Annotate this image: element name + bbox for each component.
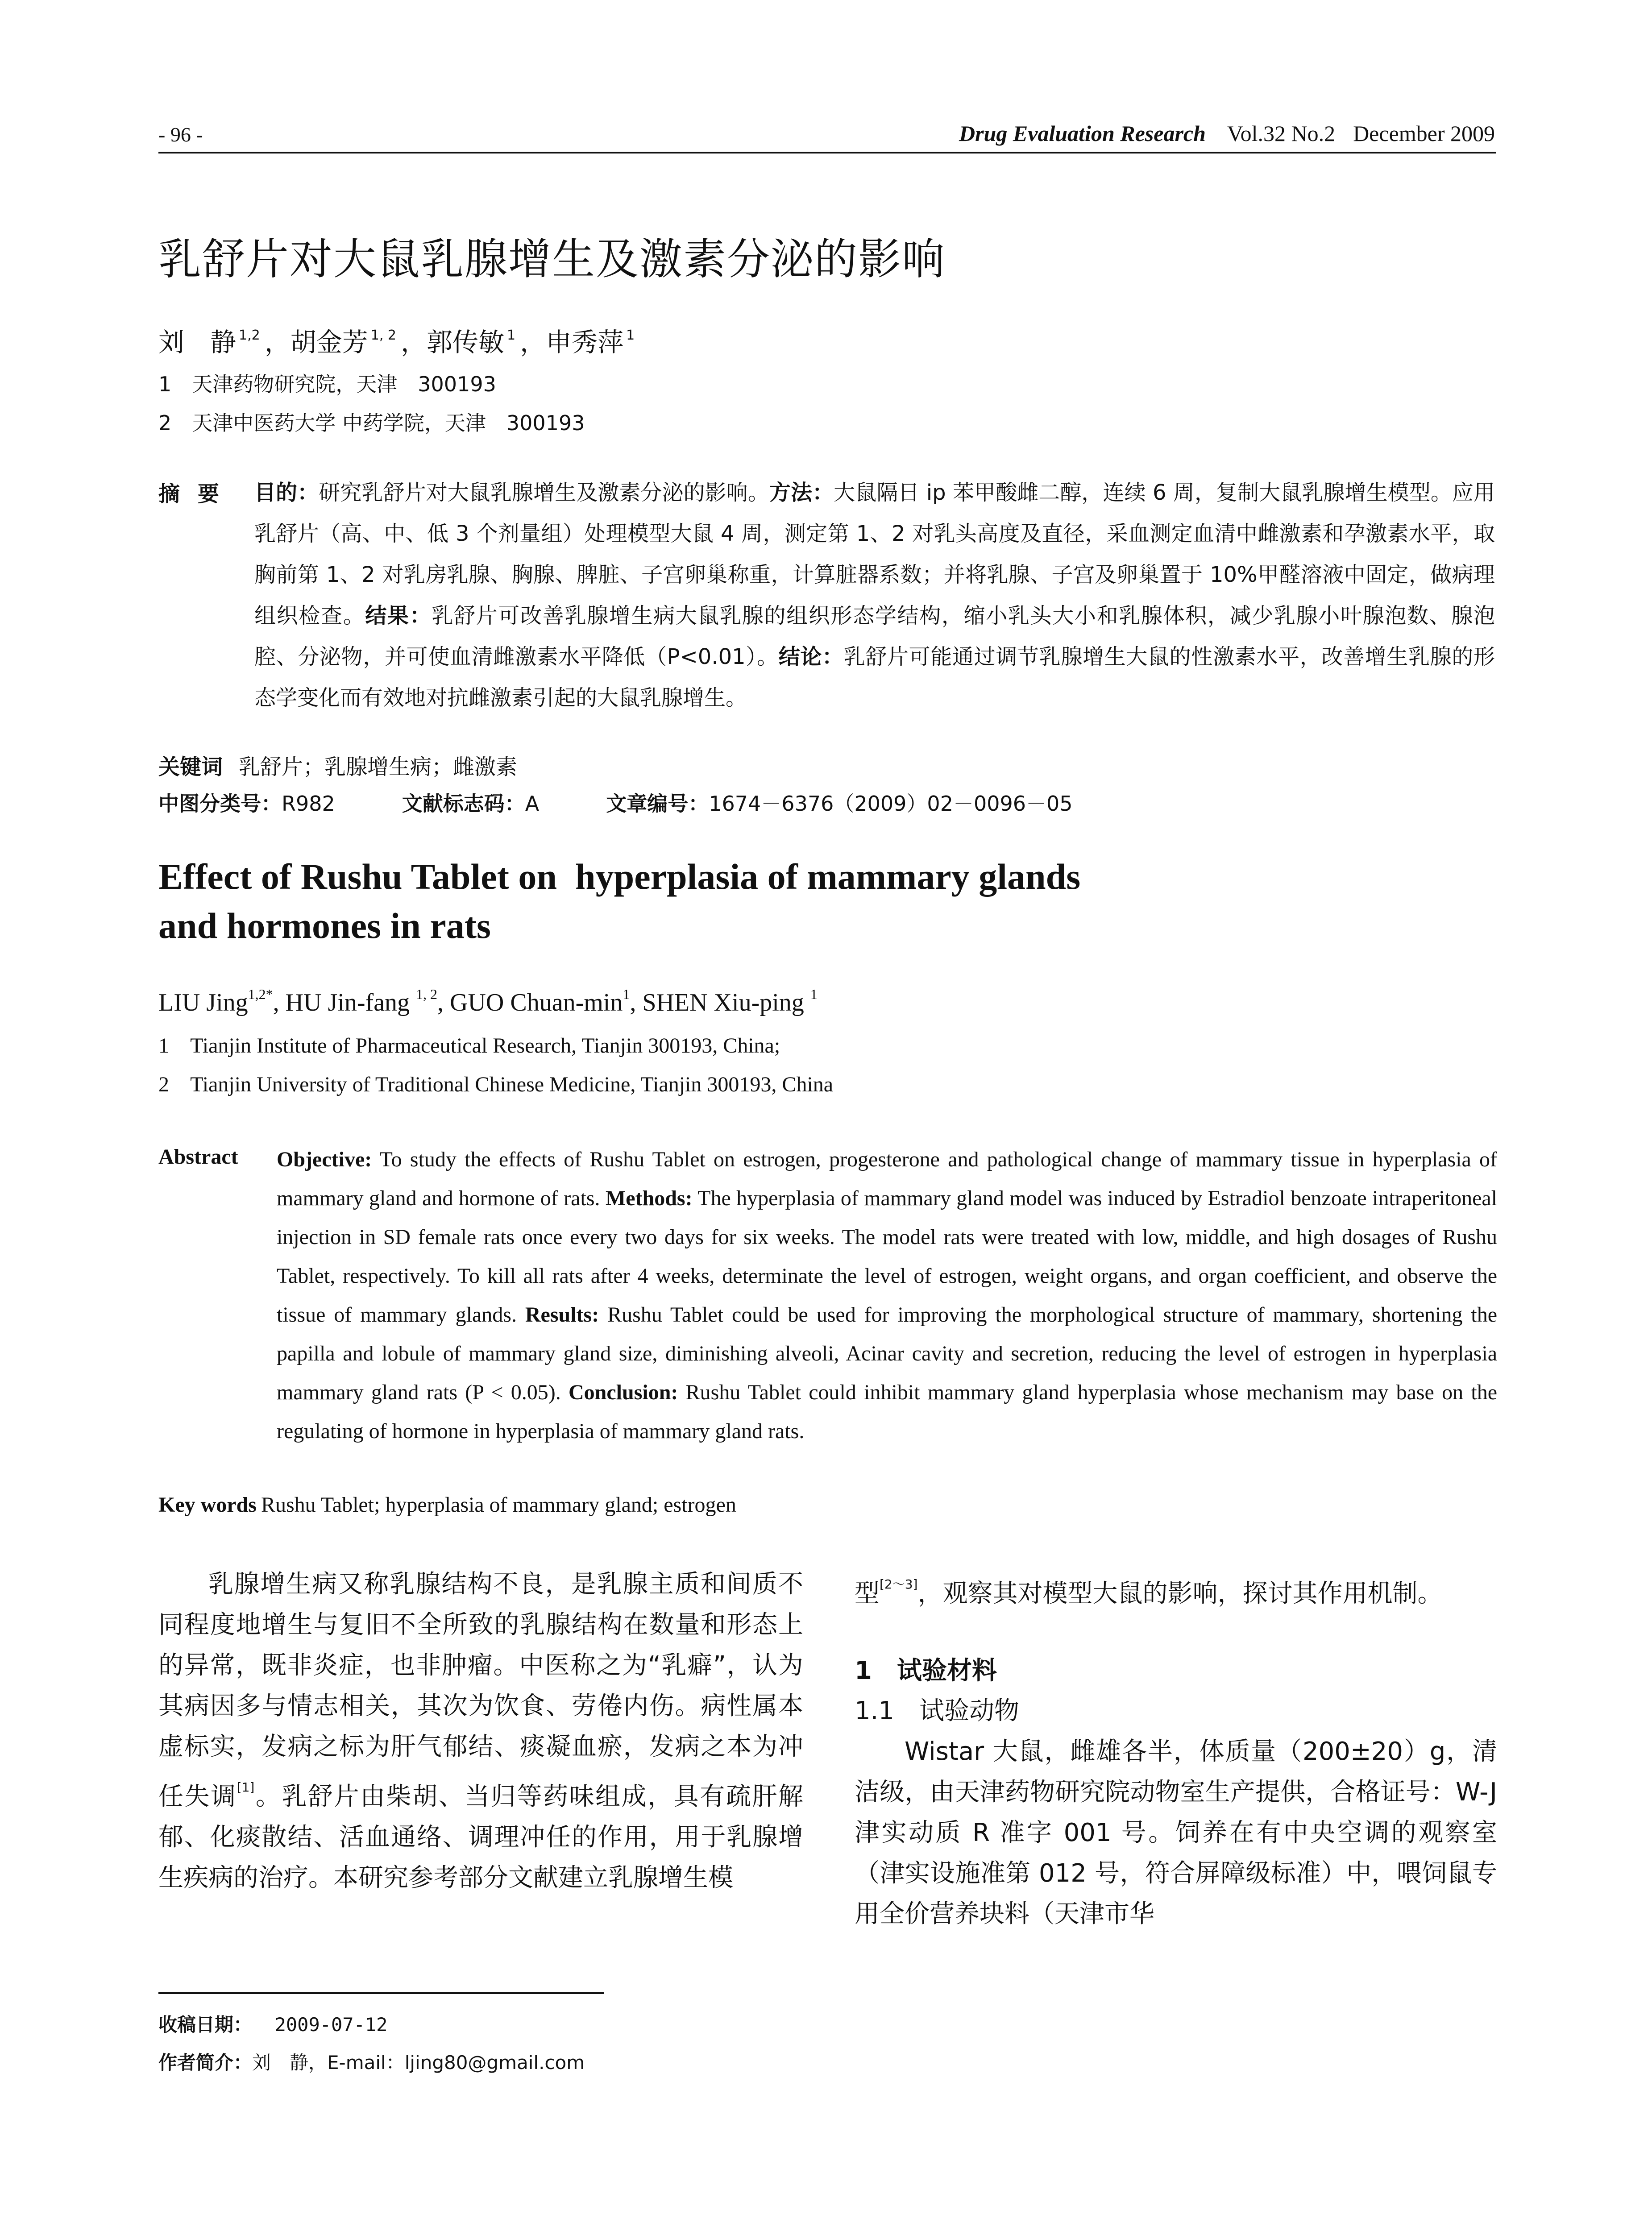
keywords-text: Rushu Tablet; hyperplasia of mammary gland; estrogen	[261, 1493, 736, 1517]
author-separator: ,	[273, 989, 286, 1016]
english-affiliation-2: 2 Tianjin University of Traditional Chinese Medicine, Tianjin 300193, China	[158, 1073, 834, 1096]
classification-line	[158, 788, 1073, 817]
received-label: 收稿日期：	[158, 2014, 253, 2036]
chinese-affiliation-1: 1 天津药物研究院，天津 300193	[158, 372, 496, 396]
objective-label: Objective:	[277, 1148, 372, 1171]
author-affil-sup: 1,2*	[248, 986, 273, 1002]
author-separator: ,	[630, 989, 643, 1016]
journal-date: December 2009	[1353, 121, 1495, 146]
citation-ref: [2～3]	[880, 1577, 918, 1592]
author-affil-sup: 1, 2	[370, 328, 397, 343]
methods-text: The hyperplasia of mammary gland model was induced by Estradiol benzoate intraperitoneal injection in SD female rats once every two days for six weeks. The model rats were treated with low, middle, and high dosages of Rushu Tablet, respectively. To kill all rats after 4 weeks, determinate the level of estrogen, weight organs, and organ coefficient, and observe the tissue of mammary glands.	[277, 1186, 1498, 1327]
conclusion-label: 结论：	[778, 644, 844, 669]
body-right-paragraph-1	[855, 1564, 1497, 1614]
chinese-abstract	[254, 472, 1495, 718]
footnote-author	[158, 2048, 585, 2075]
author-name: 郭传敏	[427, 327, 505, 357]
objective-text: To study the effects of Rushu Tablet on estrogen, progesterone and pathological change of mammary tissue in hyperplasia of mammary gland and hormone of rats.	[277, 1148, 1497, 1210]
body-right-paragraph-2: Wistar 大鼠，雌雄各半，体质量（200±20）g，清洁级，由天津药物研究院动物室生产提供，合格证号：W-J 津实动质 R 准字 001 号。饲养在有中央空调的观察室（津实设施准第 012 号，符合屏障级标准）中，喂饲鼠专用全价营养块料（天津市华	[855, 1737, 1497, 1928]
class-value: R982	[282, 792, 335, 816]
english-title-line-1: Effect of Rushu Tablet on hyperplasia of mammary glands	[158, 856, 1081, 897]
english-title-line-2: and hormones in rats	[158, 905, 491, 946]
author-affil-sup: 1	[507, 328, 516, 343]
author-bio-label: 作者简介：	[158, 2052, 253, 2073]
keywords-label: 关键词	[158, 755, 223, 780]
conclusion-label: Conclusion:	[569, 1381, 678, 1404]
doc-code-value: A	[525, 792, 540, 816]
author-name: 刘 静	[158, 327, 237, 357]
results-text: Rushu Tablet could be used for improving the morphological structure of mammary, shortening the papilla and lobule of mammary gland size, diminishing alveoli, Acinar cavity and secretion, reducing the level of estrogen in hyperplasia mammary gland rats (P < 0.05).	[277, 1303, 1498, 1404]
doc-code-label: 文献标志码：	[402, 792, 525, 816]
article-number-label: 文章编号：	[606, 792, 709, 816]
author-name: SHEN Xiu-ping	[642, 989, 810, 1016]
body-paragraph-text: 。乳舒片由柴胡、当归等药味组成，具有疏肝解郁、化痰散结、活血通络、调理冲任的作用，用于乳腺增生疾病的治疗。本研究参考部分文献建立乳腺增生模	[158, 1782, 804, 1892]
author-name: LIU Jing	[158, 989, 248, 1016]
methods-text: 大鼠隔日 ip 苯甲酸雌二醇，连续 6 周，复制大鼠乳腺增生模型。应用乳舒片（高、中、低 3 个剂量组）处理模型大鼠 4 周，测定第 1、2 对乳头高度及直径，采血测定血清中雌激素和孕激素水平，取胸前第 1、2 对乳房乳腺、胸腺、脾脏、子宫卵巢称重，计算脏器系数；并将乳腺、子宫及卵巢置于 10%甲醛溶液中固定，做病理组织检查。	[254, 480, 1495, 628]
english-keywords	[158, 1493, 736, 1517]
author-name: HU Jin-fang	[285, 989, 416, 1016]
author-affil-sup: 1	[626, 328, 635, 343]
keywords-label: Key words	[158, 1493, 257, 1517]
author-name: 胡金芳	[290, 327, 368, 357]
english-abstract-label: Abstract	[158, 1145, 238, 1169]
methods-label: Methods:	[605, 1186, 693, 1210]
conclusion-text: Rushu Tablet could inhibit mammary gland hyperplasia whose mechanism may base on the regulating of hormone in hyperplasia of mammary gland rats.	[277, 1381, 1498, 1443]
author-affil-sup: 1,2	[239, 328, 260, 343]
section-heading-1: 1 试验材料	[855, 1656, 997, 1685]
class-label: 中图分类号：	[158, 792, 282, 816]
chinese-keywords	[158, 750, 517, 780]
journal-header	[959, 120, 1495, 146]
author-name: GUO Chuan-min	[450, 989, 623, 1016]
english-affiliation-1: 1 Tianjin Institute of Pharmaceutical Research, Tianjin 300193, China;	[158, 1034, 780, 1057]
chinese-affiliation-2: 2 天津中医药大学 中药学院，天津 300193	[158, 411, 585, 435]
english-title	[158, 852, 1453, 950]
english-abstract	[277, 1140, 1497, 1451]
chinese-title: 乳舒片对大鼠乳腺增生及激素分泌的影响	[158, 234, 946, 284]
footnote-received	[158, 2010, 387, 2037]
footnote-rule	[158, 1992, 604, 1994]
objective-text: 研究乳舒片对大鼠乳腺增生及激素分泌的影响。	[319, 480, 769, 505]
body-paragraph-text: ，观察其对模型大鼠的影响，探讨其作用机制。	[917, 1579, 1443, 1608]
journal-volume: Vol.32 No.2	[1227, 121, 1336, 146]
english-authors	[158, 986, 818, 1017]
received-date: 2009-07-12	[252, 2014, 388, 2036]
keywords-text: 乳舒片；乳腺增生病；雌激素	[239, 755, 518, 780]
journal-name: Drug Evaluation Research	[959, 121, 1206, 146]
results-text: 乳舒片可改善乳腺增生病大鼠乳腺的组织形态学结构，缩小乳头大小和乳腺体积，减少乳腺小叶腺泡数、腺泡腔、分泌物，并可使血清雌激素水平降低（P<0.01）。	[254, 603, 1495, 669]
body-left-column	[158, 1564, 803, 1898]
chinese-authors	[158, 321, 639, 359]
objective-label: 目的：	[254, 480, 319, 505]
author-affil-sup: 1, 2	[416, 986, 438, 1002]
chinese-abstract-label: 摘要	[158, 481, 237, 506]
results-label: Results:	[525, 1303, 599, 1327]
author-affil-sup: 1	[810, 986, 818, 1002]
methods-label: 方法：	[769, 480, 834, 505]
author-affil-sup: 1	[623, 986, 630, 1002]
author-bio-text: 刘 静，E-mail：ljing80@gmail.com	[252, 2052, 585, 2073]
results-label: 结果：	[365, 603, 432, 628]
author-separator: ，	[401, 327, 427, 357]
body-paragraph-text: 乳腺增生病又称乳腺结构不良，是乳腺主质和间质不同程度地增生与复旧不全所致的乳腺结构在数量和形态上的异常，既非炎症，也非肿瘤。中医称之为“乳癖”，认为其病因多与情志相关，其次为饮食、劳倦内伤。病性属本虚标实，发病之标为肝气郁结、痰凝血瘀，发病之本为冲任失调	[158, 1570, 803, 1811]
page-number: - 96 -	[158, 123, 203, 146]
header-rule	[158, 152, 1496, 153]
conclusion-text: 乳舒片可能通过调节乳腺增生大鼠的性激素水平，改善增生乳腺的形态学变化而有效地对抗雌激素引起的大鼠乳腺增生。	[254, 644, 1495, 710]
author-separator: ，	[520, 327, 546, 357]
body-paragraph-text: 型	[855, 1579, 880, 1608]
citation-ref: [1]	[237, 1780, 255, 1795]
section-heading-1-1: 1.1 试验动物	[855, 1696, 1020, 1725]
author-name: 申秀萍	[546, 327, 624, 357]
article-number-value: 1674－6376（2009）02－0096－05	[709, 792, 1073, 816]
author-separator: ,	[437, 989, 450, 1016]
author-separator: ，	[264, 327, 291, 357]
